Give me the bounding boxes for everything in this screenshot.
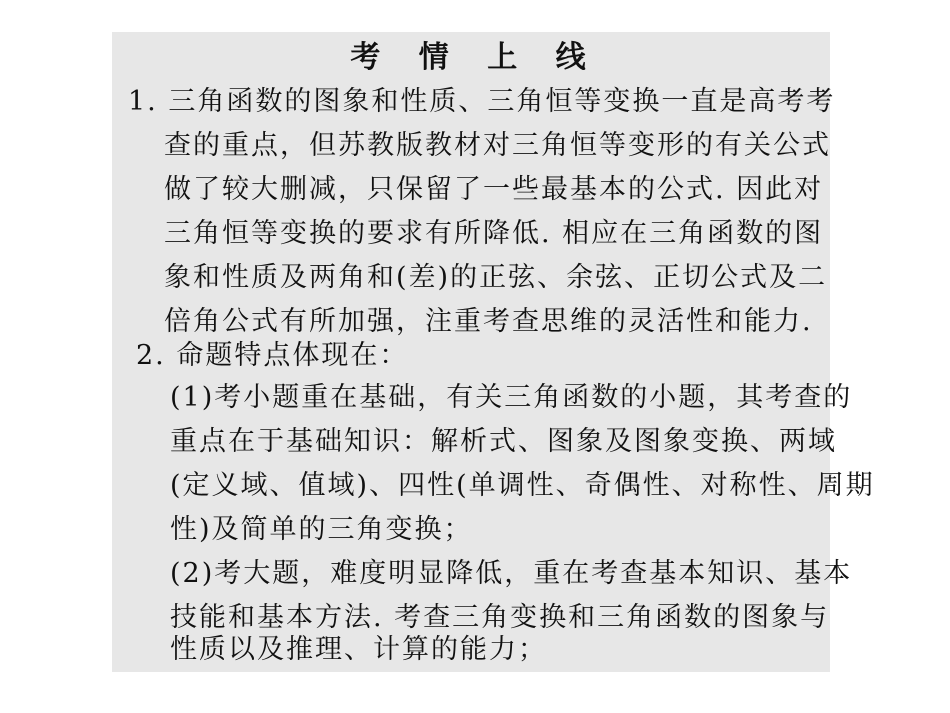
section-2-line-7: 性质以及推理、计算的能力； xyxy=(170,634,547,665)
section-2-line-1: (1)考小题重在基础，有关三角函数的小题，其考查的 xyxy=(170,382,853,413)
section-1-line-5: 象和性质及两角和(差)的正弦、余弦、正切公式及二 xyxy=(164,262,828,293)
section-1-line-6: 倍角公式有所加强，注重考查思维的灵活性和能力. xyxy=(164,306,813,337)
section-2-line-4: 性)及简单的三角变换； xyxy=(170,514,473,545)
section-2-heading: 2. 命题特点体现在： xyxy=(136,340,409,371)
section-1-line-2: 查的重点，但苏教版教材对三角恒等变形的有关公式 xyxy=(164,130,831,161)
section-1-line-3: 做了较大删减，只保留了一些最基本的公式. 因此对 xyxy=(164,174,824,205)
section-1-line-4: 三角恒等变换的要求有所降低. 相应在三角函数的图 xyxy=(164,218,824,249)
section-2-line-2: 重点在于基础知识：解析式、图象及图象变换、两域 xyxy=(170,426,837,457)
page-title: 考 情 上 线 xyxy=(350,40,600,75)
section-1-line-1: 1. 三角函数的图象和性质、三角恒等变换一直是高考考 xyxy=(128,86,836,117)
section-2-line-5: (2)考大题，难度明显降低，重在考查基本知识、基本 xyxy=(170,558,853,589)
section-2-line-6: 技能和基本方法. 考查三角变换和三角函数的图象与 xyxy=(170,602,830,633)
section-2-line-3: (定义域、值域)、四性(单调性、奇偶性、对称性、周期 xyxy=(170,470,875,501)
